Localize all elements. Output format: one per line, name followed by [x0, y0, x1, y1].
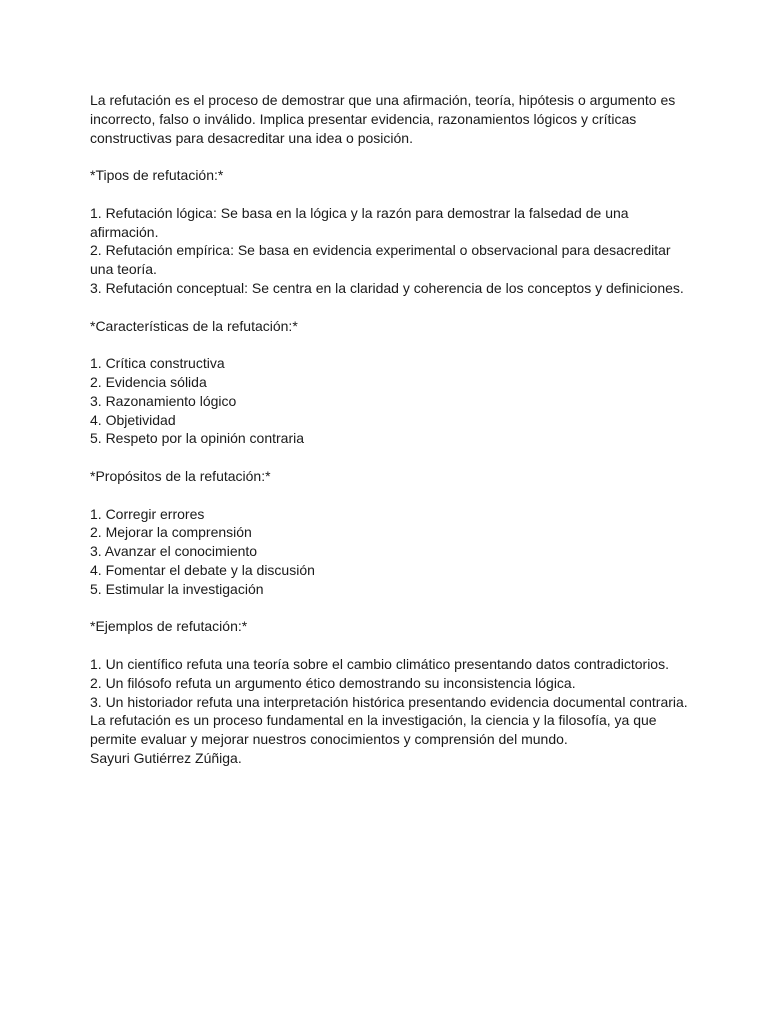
- conclusion-paragraph: La refutación es un proceso fundamental en la investigación, la ciencia y la filosofía, ya que permite evaluar y mejorar nuestros conocimientos y comprensión del mundo.: [90, 712, 657, 748]
- propositos-section: [90, 467, 690, 599]
- tipos-item: 2. Refutación empírica: Se basa en evidencia experimental o observacional para desacreditar una teoría.: [90, 242, 671, 278]
- caracteristicas-heading: *Características de la refutación:*: [90, 317, 298, 334]
- caracteristicas-item: 4. Objetividad: [90, 411, 176, 428]
- document-page: [90, 91, 690, 768]
- caracteristicas-item: 3. Razonamiento lógico: [90, 392, 237, 409]
- propositos-heading: *Propósitos de la refutación:*: [90, 467, 271, 484]
- caracteristicas-item: 1. Crítica constructiva: [90, 355, 225, 372]
- intro-paragraph: La refutación es el proceso de demostrar que una afirmación, teoría, hipótesis o argumento es incorrecto, falso o inválido. Implica presentar evidencia, razonamientos lógicos y críticas constructivas para desacreditar una idea o posición.: [90, 92, 676, 146]
- ejemplos-heading: *Ejemplos de refutación:*: [90, 618, 248, 635]
- ejemplos-section: [90, 617, 690, 767]
- propositos-item: 1. Corregir errores: [90, 505, 205, 522]
- propositos-item: 2. Mejorar la comprensión: [90, 524, 252, 541]
- ejemplos-item: 3. Un historiador refuta una interpretación histórica presentando evidencia documental contraria.: [90, 693, 688, 710]
- tipos-section: [90, 166, 690, 298]
- propositos-item: 3. Avanzar el conocimiento: [90, 543, 258, 560]
- tipos-item: 3. Refutación conceptual: Se centra en la claridad y coherencia de los conceptos y definiciones.: [90, 279, 684, 296]
- author-signature: Sayuri Gutiérrez Zúñiga.: [90, 749, 242, 766]
- caracteristicas-section: [90, 317, 690, 449]
- tipos-item: 1. Refutación lógica: Se basa en la lógica y la razón para demostrar la falsedad de una afirmación.: [90, 204, 629, 240]
- intro-section: [90, 91, 690, 147]
- propositos-item: 4. Fomentar el debate y la discusión: [90, 561, 315, 578]
- ejemplos-item: 1. Un científico refuta una teoría sobre el cambio climático presentando datos contradictorios.: [90, 655, 669, 672]
- ejemplos-item: 2. Un filósofo refuta un argumento ético demostrando su inconsistencia lógica.: [90, 674, 576, 691]
- caracteristicas-item: 2. Evidencia sólida: [90, 373, 207, 390]
- caracteristicas-item: 5. Respeto por la opinión contraria: [90, 430, 305, 447]
- propositos-item: 5. Estimular la investigación: [90, 580, 264, 597]
- tipos-heading: *Tipos de refutación:*: [90, 167, 224, 184]
